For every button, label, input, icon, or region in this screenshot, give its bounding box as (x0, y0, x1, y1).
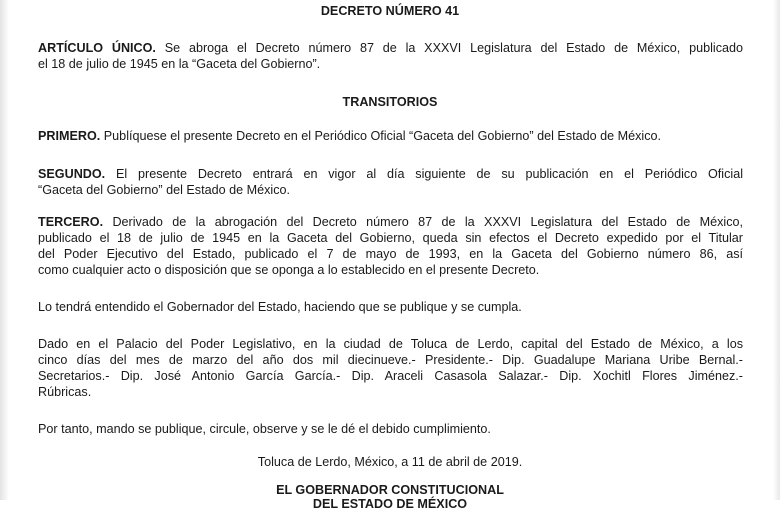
dado-line-1: Dado en el Palacio del Poder Legislativo, en la ciudad de Toluca de Lerdo, capital del Estado de México, a los (38, 337, 743, 351)
signature-heading: EL GOBERNADOR CONSTITUCIONAL (276, 483, 504, 497)
articulo-unico-line-1 (38, 40, 743, 56)
dado-line-4: Rúbricas. (38, 385, 92, 399)
articulo-unico-label: ARTÍCULO ÚNICO. (38, 41, 156, 55)
tercero-text-2: publicado el 18 de julio de 1945 en la Gaceta del Gobierno, queda sin efectos el Decreto expedido por el Titular (38, 231, 743, 245)
segundo-line-1 (38, 166, 743, 182)
primero-line (38, 128, 743, 144)
dado-line-3: Secretarios.- Dip. José Antonio García García.- Dip. Araceli Casasola Salazar.- Dip. Xochitl Flores Jiménez.- (38, 369, 743, 383)
tercero-text-1: Derivado de la abrogación del Decreto número 87 de la XXXVI Legislatura del Estado de México, (112, 215, 743, 229)
page-left-shadow (0, 0, 9, 500)
por-tanto-paragraph: Por tanto, mando se publique, circule, observe y se le dé el debido cumplimiento. (38, 422, 491, 436)
tercero-text-4: como cualquier acto o disposición que se oponga a lo establecido en el presente Decreto. (38, 263, 540, 277)
segundo-text-2: “Gaceta del Gobierno” del Estado de México. (38, 183, 291, 197)
page-right-shadow (773, 0, 780, 500)
gobernador-paragraph: Lo tendrá entendido el Gobernador del Estado, haciendo que se publique y se cumpla. (38, 300, 522, 314)
tercero-text-3: del Poder Ejecutivo del Estado, publicado el 7 de mayo de 1993, en la Gaceta del Gobierno número 86, así (38, 247, 743, 261)
tercero-label: TERCERO. (38, 215, 104, 229)
primero-label: PRIMERO. (38, 129, 101, 143)
tercero-line-1 (38, 214, 743, 230)
articulo-unico-text-1: Se abroga el Decreto número 87 de la XXXVI Legislatura del Estado de México, publicado (164, 41, 744, 55)
signature-heading-cut: DEL ESTADO DE MÉXICO (312, 497, 468, 511)
decree-title: DECRETO NÚMERO 41 (320, 4, 460, 18)
segundo-label: SEGUNDO. (38, 167, 106, 181)
place-date: Toluca de Lerdo, México, a 11 de abril de 2019. (257, 455, 523, 469)
dado-line-2: cinco días del mes de marzo del año dos mil diecinueve.- Presidente.- Dip. Guadalupe Mariana Uribe Bernal.- (38, 353, 743, 367)
segundo-text-1: El presente Decreto entrará en vigor al día siguiente de su publicación en el Periódico Oficial (116, 167, 743, 181)
transitorios-heading: TRANSITORIOS (342, 95, 438, 109)
articulo-unico-text-2: el 18 de julio de 1945 en la “Gaceta del Gobierno”. (38, 57, 321, 71)
primero-text: Publíquese el presente Decreto en el Periódico Oficial “Gaceta del Gobierno” del Estado de México. (103, 129, 662, 143)
